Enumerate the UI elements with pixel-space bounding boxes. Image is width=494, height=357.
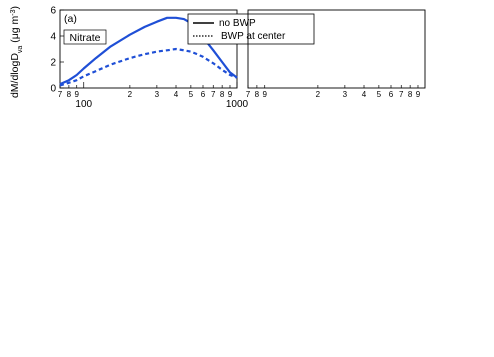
panel-b-minor-tick-label: 3 [342, 90, 348, 99]
panel-a-y-tick-label: 4 [50, 31, 56, 43]
panel-a-minor-tick-label: 8 [219, 90, 225, 99]
panel-a-tag: (a) [64, 13, 77, 25]
panel-b-minor-tick-label: 6 [388, 90, 394, 99]
nitrate-label: Nitrate [69, 32, 101, 44]
panel-a-y-tick-label: 0 [50, 83, 56, 95]
ylabel-part: (μg m [9, 15, 21, 46]
legend-text-bwp: BWP at center [221, 31, 286, 42]
panel-a-nitrate [9, 6, 314, 111]
panel-a-y-tick-label: 6 [50, 5, 56, 17]
panel-b-minor-tick-label: 5 [376, 90, 382, 99]
panel-b-minor-tick-label: 7 [245, 90, 251, 99]
panel-a-major-tick-label: 100 [75, 99, 93, 110]
panel-a-minor-tick-label: 3 [154, 90, 160, 99]
panel-a-minor-tick-label: 8 [66, 90, 72, 99]
panel-a-minor-tick-label: 7 [211, 90, 216, 99]
panel-a-minor-tick-label: 9 [227, 90, 233, 99]
panel-a-major-tick-label: 1000 [225, 99, 249, 110]
ylabel-part: ) [9, 5, 21, 10]
panel-a-minor-tick-label: 7 [57, 90, 63, 99]
panel-a-ylabel [9, 6, 24, 98]
panel-b-minor-tick-label: 8 [254, 90, 260, 99]
panel-a-minor-tick-label: 4 [173, 90, 179, 99]
legend-text-no-bwp: no BWP [219, 18, 256, 29]
panel-a-minor-tick-label: 2 [127, 90, 133, 99]
panel-a-minor-tick-label: 5 [188, 90, 194, 99]
panel-b-minor-tick-label: 9 [415, 90, 421, 99]
panel-b-minor-tick-label: 8 [407, 90, 413, 99]
panel-a-y-tick-label: 2 [50, 57, 56, 69]
ylabel-part: va [16, 45, 24, 54]
panel-b-minor-tick-label: 4 [361, 90, 367, 99]
panel-a-minor-tick-label: 6 [200, 90, 206, 99]
panel-b-minor-tick-label: 9 [262, 90, 267, 99]
ylabel-part: dM/dlogD [9, 53, 21, 99]
panel-b-minor-tick-label: 7 [399, 90, 404, 99]
panel-a-minor-tick-label: 9 [74, 90, 79, 99]
panel-b-minor-tick-label: 2 [315, 90, 321, 99]
ylabel-part: -3 [9, 9, 17, 16]
